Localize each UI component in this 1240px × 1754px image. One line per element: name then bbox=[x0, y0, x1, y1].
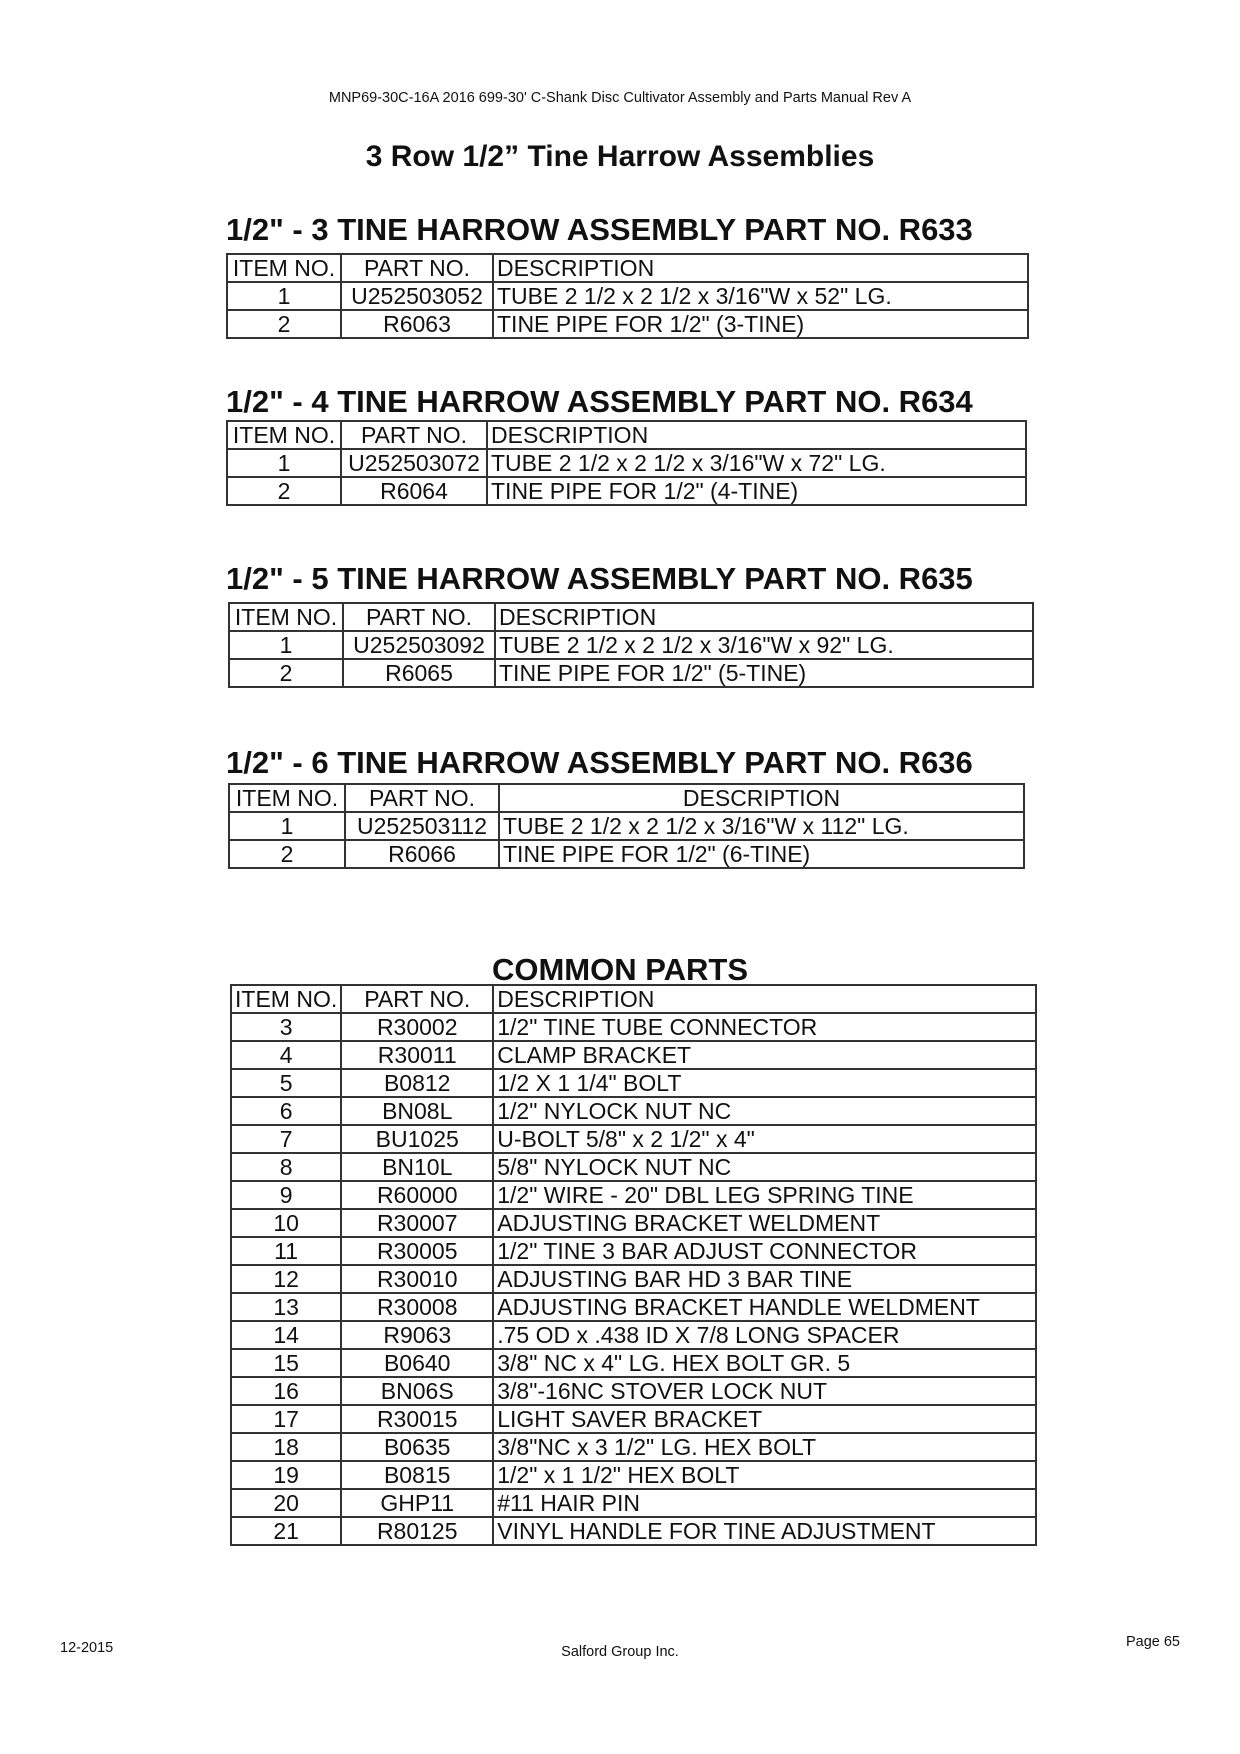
item-no: 4 bbox=[231, 1041, 341, 1069]
table-row bbox=[229, 659, 1033, 687]
description: U-BOLT 5/8" x 2 1/2" x 4" bbox=[493, 1125, 1036, 1153]
description: 1/2 X 1 1/4" BOLT bbox=[493, 1069, 1036, 1097]
assembly-table-r636 bbox=[228, 783, 1025, 869]
item-no: 1 bbox=[227, 282, 341, 310]
table-row bbox=[227, 477, 1026, 505]
description: TUBE 2 1/2 x 2 1/2 x 3/16"W x 52" LG. bbox=[493, 282, 1028, 310]
description: 1/2" TINE 3 BAR ADJUST CONNECTOR bbox=[493, 1237, 1036, 1265]
header-part-no: PART NO. bbox=[341, 985, 493, 1013]
header-item-no: ITEM NO. bbox=[231, 985, 341, 1013]
item-no: 14 bbox=[231, 1321, 341, 1349]
manual-header: MNP69-30C-16A 2016 699-30' C-Shank Disc Cultivator Assembly and Parts Manual Rev A bbox=[328, 90, 912, 106]
table-row bbox=[231, 1293, 1036, 1321]
part-no: R6066 bbox=[345, 840, 499, 868]
table-row bbox=[231, 1433, 1036, 1461]
part-no: R30005 bbox=[341, 1237, 493, 1265]
footer-company: Salford Group Inc. bbox=[561, 1644, 679, 1660]
part-no: B0812 bbox=[341, 1069, 493, 1097]
table-row bbox=[229, 812, 1024, 840]
table-row bbox=[231, 1377, 1036, 1405]
item-no: 5 bbox=[231, 1069, 341, 1097]
description: 3/8"NC x 3 1/2" LG. HEX BOLT bbox=[493, 1433, 1036, 1461]
table-header-row bbox=[231, 985, 1036, 1013]
part-no: R30011 bbox=[341, 1041, 493, 1069]
item-no: 11 bbox=[231, 1237, 341, 1265]
description: LIGHT SAVER BRACKET bbox=[493, 1405, 1036, 1433]
description: 1/2" TINE TUBE CONNECTOR bbox=[493, 1013, 1036, 1041]
table-row bbox=[231, 1209, 1036, 1237]
item-no: 2 bbox=[227, 477, 341, 505]
item-no: 20 bbox=[231, 1489, 341, 1517]
header-description: DESCRIPTION bbox=[495, 603, 1033, 631]
description: ADJUSTING BAR HD 3 BAR TINE bbox=[493, 1265, 1036, 1293]
assembly-title-r635: 1/2" - 5 TINE HARROW ASSEMBLY PART NO. R635 bbox=[226, 561, 973, 596]
item-no: 18 bbox=[231, 1433, 341, 1461]
description: TINE PIPE FOR 1/2" (4-TINE) bbox=[487, 477, 1026, 505]
item-no: 6 bbox=[231, 1097, 341, 1125]
item-no: 2 bbox=[227, 310, 341, 338]
header-description: DESCRIPTION bbox=[493, 254, 1028, 282]
header-part-no: PART NO. bbox=[341, 254, 493, 282]
assembly-title-r636: 1/2" - 6 TINE HARROW ASSEMBLY PART NO. R636 bbox=[226, 745, 973, 780]
part-no: R6065 bbox=[343, 659, 495, 687]
table-row bbox=[231, 1153, 1036, 1181]
description: #11 HAIR PIN bbox=[493, 1489, 1036, 1517]
part-no: BN06S bbox=[341, 1377, 493, 1405]
description: ADJUSTING BRACKET HANDLE WELDMENT bbox=[493, 1293, 1036, 1321]
part-no: U252503112 bbox=[345, 812, 499, 840]
table-row bbox=[231, 1265, 1036, 1293]
table-header-row bbox=[229, 603, 1033, 631]
part-no: GHP11 bbox=[341, 1489, 493, 1517]
part-no: R6063 bbox=[341, 310, 493, 338]
description: TINE PIPE FOR 1/2" (5-TINE) bbox=[495, 659, 1033, 687]
description: TINE PIPE FOR 1/2" (3-TINE) bbox=[493, 310, 1028, 338]
item-no: 3 bbox=[231, 1013, 341, 1041]
part-no: R60000 bbox=[341, 1181, 493, 1209]
item-no: 9 bbox=[231, 1181, 341, 1209]
table-row bbox=[231, 1405, 1036, 1433]
footer-page-number: Page 65 bbox=[1125, 1634, 1180, 1650]
assembly-title-r633: 1/2" - 3 TINE HARROW ASSEMBLY PART NO. R633 bbox=[226, 212, 973, 247]
table-row bbox=[227, 449, 1026, 477]
description: 3/8" NC x 4" LG. HEX BOLT GR. 5 bbox=[493, 1349, 1036, 1377]
common-parts-title: COMMON PARTS bbox=[491, 952, 749, 987]
item-no: 2 bbox=[229, 840, 345, 868]
item-no: 1 bbox=[229, 631, 343, 659]
part-no: R9063 bbox=[341, 1321, 493, 1349]
footer-date: 12-2015 bbox=[60, 1640, 114, 1656]
item-no: 7 bbox=[231, 1125, 341, 1153]
item-no: 15 bbox=[231, 1349, 341, 1377]
table-row bbox=[231, 1237, 1036, 1265]
item-no: 16 bbox=[231, 1377, 341, 1405]
header-part-no: PART NO. bbox=[345, 784, 499, 812]
part-no: U252503072 bbox=[341, 449, 487, 477]
table-header-row bbox=[229, 784, 1024, 812]
part-no: BN10L bbox=[341, 1153, 493, 1181]
table-row bbox=[231, 1069, 1036, 1097]
item-no: 17 bbox=[231, 1405, 341, 1433]
table-row bbox=[231, 1321, 1036, 1349]
part-no: R30010 bbox=[341, 1265, 493, 1293]
description: VINYL HANDLE FOR TINE ADJUSTMENT bbox=[493, 1517, 1036, 1545]
description: 3/8"-16NC STOVER LOCK NUT bbox=[493, 1377, 1036, 1405]
description: .75 OD x .438 ID X 7/8 LONG SPACER bbox=[493, 1321, 1036, 1349]
part-no: R30002 bbox=[341, 1013, 493, 1041]
table-row bbox=[229, 631, 1033, 659]
description: 1/2" NYLOCK NUT NC bbox=[493, 1097, 1036, 1125]
table-row bbox=[231, 1489, 1036, 1517]
table-row bbox=[231, 1349, 1036, 1377]
part-no: R30008 bbox=[341, 1293, 493, 1321]
assembly-table-r635 bbox=[228, 602, 1034, 688]
description: 1/2" x 1 1/2" HEX BOLT bbox=[493, 1461, 1036, 1489]
item-no: 1 bbox=[229, 812, 345, 840]
part-no: BU1025 bbox=[341, 1125, 493, 1153]
header-description: DESCRIPTION bbox=[499, 784, 1024, 812]
part-no: B0815 bbox=[341, 1461, 493, 1489]
part-no: R30007 bbox=[341, 1209, 493, 1237]
assembly-title-r634: 1/2" - 4 TINE HARROW ASSEMBLY PART NO. R634 bbox=[226, 384, 973, 419]
description: ADJUSTING BRACKET WELDMENT bbox=[493, 1209, 1036, 1237]
description: CLAMP BRACKET bbox=[493, 1041, 1036, 1069]
table-row bbox=[227, 282, 1028, 310]
common-parts-table bbox=[230, 984, 1037, 1546]
part-no: B0640 bbox=[341, 1349, 493, 1377]
header-description: DESCRIPTION bbox=[487, 421, 1026, 449]
description: TUBE 2 1/2 x 2 1/2 x 3/16"W x 112" LG. bbox=[499, 812, 1024, 840]
header-item-no: ITEM NO. bbox=[227, 254, 341, 282]
assembly-table-r634 bbox=[226, 420, 1027, 506]
description: 5/8" NYLOCK NUT NC bbox=[493, 1153, 1036, 1181]
description: TUBE 2 1/2 x 2 1/2 x 3/16"W x 92" LG. bbox=[495, 631, 1033, 659]
part-no: U252503052 bbox=[341, 282, 493, 310]
table-row bbox=[231, 1181, 1036, 1209]
table-row bbox=[227, 310, 1028, 338]
item-no: 10 bbox=[231, 1209, 341, 1237]
header-item-no: ITEM NO. bbox=[229, 784, 345, 812]
table-row bbox=[231, 1125, 1036, 1153]
item-no: 13 bbox=[231, 1293, 341, 1321]
item-no: 2 bbox=[229, 659, 343, 687]
table-row bbox=[229, 840, 1024, 868]
item-no: 21 bbox=[231, 1517, 341, 1545]
table-row bbox=[231, 1013, 1036, 1041]
item-no: 8 bbox=[231, 1153, 341, 1181]
table-row bbox=[231, 1041, 1036, 1069]
header-item-no: ITEM NO. bbox=[227, 421, 341, 449]
item-no: 12 bbox=[231, 1265, 341, 1293]
page-title: 3 Row 1/2” Tine Harrow Assemblies bbox=[365, 140, 875, 173]
table-row bbox=[231, 1097, 1036, 1125]
header-part-no: PART NO. bbox=[343, 603, 495, 631]
part-no: R80125 bbox=[341, 1517, 493, 1545]
header-description: DESCRIPTION bbox=[493, 985, 1036, 1013]
table-header-row bbox=[227, 421, 1026, 449]
table-header-row bbox=[227, 254, 1028, 282]
table-row bbox=[231, 1517, 1036, 1545]
part-no: U252503092 bbox=[343, 631, 495, 659]
description: TINE PIPE FOR 1/2" (6-TINE) bbox=[499, 840, 1024, 868]
header-part-no: PART NO. bbox=[341, 421, 487, 449]
header-item-no: ITEM NO. bbox=[229, 603, 343, 631]
description: 1/2" WIRE - 20" DBL LEG SPRING TINE bbox=[493, 1181, 1036, 1209]
part-no: B0635 bbox=[341, 1433, 493, 1461]
table-row bbox=[231, 1461, 1036, 1489]
part-no: R6064 bbox=[341, 477, 487, 505]
part-no: BN08L bbox=[341, 1097, 493, 1125]
assembly-table-r633 bbox=[226, 253, 1029, 339]
item-no: 19 bbox=[231, 1461, 341, 1489]
part-no: R30015 bbox=[341, 1405, 493, 1433]
item-no: 1 bbox=[227, 449, 341, 477]
description: TUBE 2 1/2 x 2 1/2 x 3/16"W x 72" LG. bbox=[487, 449, 1026, 477]
